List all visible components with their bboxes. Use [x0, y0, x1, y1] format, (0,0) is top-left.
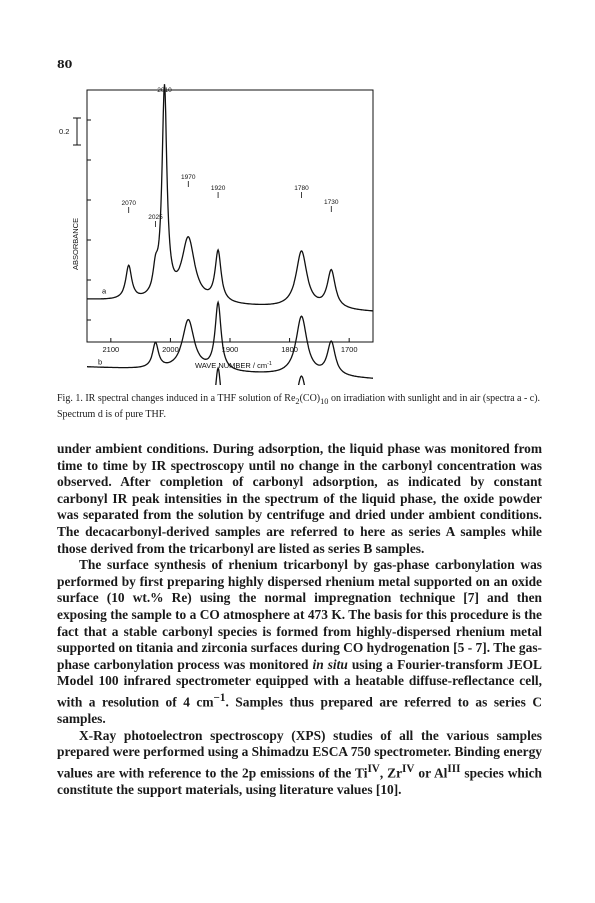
- x-axis-ticks: [87, 120, 358, 354]
- curve-label: a: [102, 286, 107, 296]
- peak-label: 2070: [121, 200, 136, 207]
- spectrum-curve-c: [87, 368, 373, 385]
- peak-label: 1730: [324, 199, 339, 206]
- caption-tail: on irradiation with sunlight and in air (spectra a - c). Spectrum d is of pure THF.: [57, 393, 541, 420]
- paragraph: [57, 557, 542, 727]
- paragraph-text: X-Ray photoelectron spectroscopy (XPS) studies of all the various samples prepared were performed using a Shimadzu ESCA 750 spectrometer. Binding energy values are with reference to the 2p emissions of the Ti: [57, 727, 542, 781]
- peak-label: 1970: [181, 174, 196, 181]
- y-axis-title: ABSORBANCE: [71, 217, 80, 270]
- spectrum-curve-a: [87, 84, 373, 311]
- x-tick-label: 1800: [281, 345, 298, 354]
- peak-label: 2010: [157, 87, 172, 94]
- x-tick-label: 2000: [162, 345, 179, 354]
- superscript: IV: [402, 762, 415, 775]
- curve-label: b: [98, 357, 103, 367]
- paragraph-text: The surface synthesis of rhenium tricarbonyl by gas-phase carbonylation was performed by first preparing highly dispersed rhenium metal supported on an oxide surface (10 wt.% Re) using the normal impregnation technique [7] and then exposing the sample to a CO atmosphere at 473 K. The basis for this procedure is the fact that a stable carbonyl species is formed from highly-dispersed rhenium metal supported on titania and zirconia surfaces during CO hydrogenation [5 - 7]. The gas-phase carbonylation process was monitored: [57, 557, 542, 672]
- superscript: IV: [367, 762, 380, 775]
- body-text: [57, 441, 542, 798]
- paragraph: [57, 728, 542, 799]
- paragraph-text: or Al: [414, 765, 448, 781]
- x-tick-label: 2100: [102, 345, 120, 354]
- scale-bar-label: 0.2: [59, 127, 70, 136]
- caption-sub: 2: [295, 397, 300, 406]
- superscript: III: [447, 762, 461, 775]
- ir-spectrum-chart: [50, 80, 540, 385]
- figure-caption: [57, 392, 542, 421]
- page-number: 80: [57, 58, 73, 71]
- ir-spectrum-figure: [50, 80, 540, 385]
- caption-sub: 10: [320, 397, 329, 406]
- peak-label: 1780: [294, 185, 309, 192]
- paragraph: under ambient conditions. During adsorption, the liquid phase was monitored from time to time by IR spectroscopy until no change in the carbonyl concentration was observed. After completion of carbonyl adsorption, as indicated by constant carbonyl IR peak intensities in the spectrum of the liquid phase, the oxide powder was separated from the solution by centrifuge and dried under ambient conditions. The decacarbonyl-derived samples are referred to here as series A samples while those derived from the tricarbonyl are listed as series B samples.: [57, 441, 542, 556]
- paragraph-text: . Samples thus prepared are referred to as series C samples.: [57, 694, 542, 726]
- superscript: −1: [213, 691, 226, 704]
- x-axis-title: WAVE NUMBER / $cm^{-1}$: [195, 361, 272, 370]
- caption-lead: Fig. 1. IR spectral changes induced in a THF solution of Re: [57, 393, 296, 404]
- curve-labels: [98, 287, 120, 385]
- paragraph-text: species which constitute the support materials, using literature values [10].: [57, 765, 542, 797]
- scale-bar: [59, 118, 81, 145]
- paragraph-text: using a Fourier-transform JEOL Model 100 infrared spectrometer equipped with a heatable diffuse-reflectance cell, with a resolution of 4 cm: [57, 656, 542, 710]
- peak-label: 1920: [210, 185, 226, 192]
- paragraph-italic: in situ: [312, 656, 348, 672]
- peak-label: 2025: [148, 214, 163, 221]
- paragraph-text: , Zr: [379, 765, 403, 781]
- peak-annotations: [121, 87, 338, 227]
- x-tick-label: 1700: [340, 345, 358, 354]
- plot-frame: [87, 90, 373, 342]
- x-tick-label: 1900: [221, 345, 239, 354]
- caption-mid: (CO): [299, 393, 321, 404]
